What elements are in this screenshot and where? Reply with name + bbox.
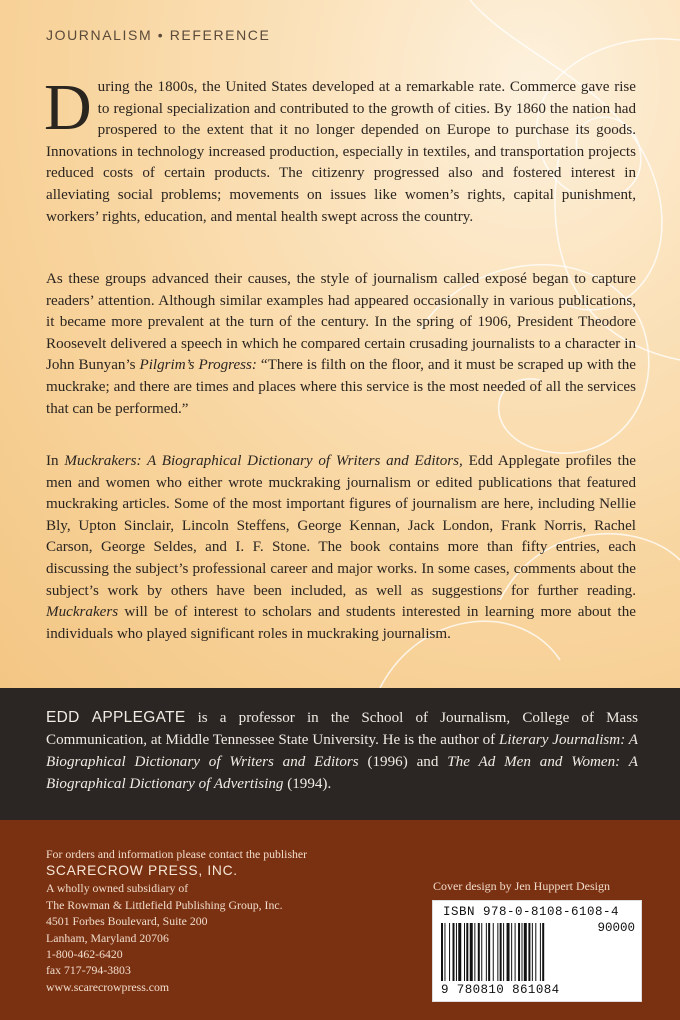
book-title: Muckrakers: A Biographical Dictionary of Writers and Editors, <box>64 453 463 469</box>
cover-design-credit: Cover design by Jen Huppert Design <box>433 879 610 893</box>
publisher-website: www.scarecrowpress.com <box>46 979 170 994</box>
book-title: The Ad Men and Women: A Biographical Dictionary of Advertising <box>46 754 638 792</box>
publisher-band <box>0 820 680 1020</box>
price-code: 90000 <box>597 921 635 935</box>
blurb-paragraph-3 <box>46 451 636 645</box>
category-label: JOURNALISM • REFERENCE <box>46 27 271 43</box>
barcode-bars-icon <box>439 923 589 983</box>
book-title: Muckrakers <box>46 604 119 621</box>
book-title: Pilgrim’s Progress: <box>139 357 257 374</box>
paragraph-text: Edd Applegate profiles the men and women who either wrote muckraking journalism or edited publications that featured muckraking articles. Some of the most important figures of journalism are here, including Nellie Bly, Upton Sinclair, Lincoln Steffens, George Kennan, Jack London, Frank Norris, Rachel Carson, George Seldes, and I. F. Stone. The book contains more than fifty entries, each discussing the subject’s professional career and major works. In some cases, comments about the subject’s work by others have been included, as well as suggestions for further reading. <box>46 453 636 599</box>
author-bio-band <box>0 688 680 820</box>
author-bio <box>46 707 638 795</box>
book-title: Literary Journalism: A Biographical Dictionary of Writers and Editors <box>46 732 638 770</box>
publisher-line: The Rowman & Littlefield Publishing Group, Inc. <box>46 897 283 912</box>
isbn-text: ISBN 978-0-8108-6108-4 <box>443 905 620 919</box>
publisher-fax: fax 717-794-3803 <box>46 963 131 978</box>
publisher-address: 4501 Forbes Boulevard, Suite 200 <box>46 914 208 929</box>
bio-text: (1996) and <box>358 754 448 770</box>
publisher-phone: 1-800-462-6420 <box>46 947 123 962</box>
publisher-info <box>46 846 307 995</box>
paragraph-text: As these groups advanced their causes, the style of journalism called exposé began to capture readers’ attention. Although similar examples had appeared occasionally in various publications, it became more prevalent at the turn of the century. In the spring of 1906, President Theodore Roosevelt delivered a speech in which he compared certain crusading journalists to a character in John Bunyan’s <box>46 271 636 374</box>
paragraph-text: “There is filth on the floor, and it must be scraped up with the muckrake; and there are times and places where this service is the most needed of all the services that can be performed.” <box>46 357 636 417</box>
blurb-paragraph-1 <box>44 71 636 228</box>
paragraph-text: In <box>46 453 65 469</box>
order-intro: For orders and information please contact the publisher <box>46 847 308 861</box>
blurb-paragraph-2 <box>46 269 636 420</box>
drop-cap: D <box>44 71 92 144</box>
publisher-line: A wholly owned subsidiary of <box>46 881 189 896</box>
isbn-barcode <box>432 900 642 1002</box>
author-name: EDD APPLEGATE <box>46 709 186 726</box>
paragraph-text: uring the 1800s, the United States developed at a remarkable rate. Commerce gave rise to regional specialization and contributed to the growth of cities. By 1860 the nation had prospered to the extent that it no longer depended on Europe to purchase its goods. Innovations in technology increased production, especially in textiles, and transportation projects reduced costs of certain products. The citizenry progressed also and fostered interest in alleviating social problems; movements on issues like women’s rights, capital punishment, workers’ rights, education, and mental health swept across the country. <box>46 79 636 225</box>
bio-text: (1994). <box>283 776 332 792</box>
barcode-digits: 9 780810 861084 <box>441 983 560 997</box>
publisher-city: Lanham, Maryland 20706 <box>46 930 169 945</box>
bio-text: is a professor in the School of Journalism, College of Mass Communication, at Middle Tennessee State University. He is the author of <box>46 710 638 748</box>
paragraph-text: will be of interest to scholars and students interested in learning more about the individuals who played significant roles in muckraking journalism. <box>46 604 636 642</box>
publisher-name: SCARECROW PRESS, INC. <box>46 863 238 879</box>
